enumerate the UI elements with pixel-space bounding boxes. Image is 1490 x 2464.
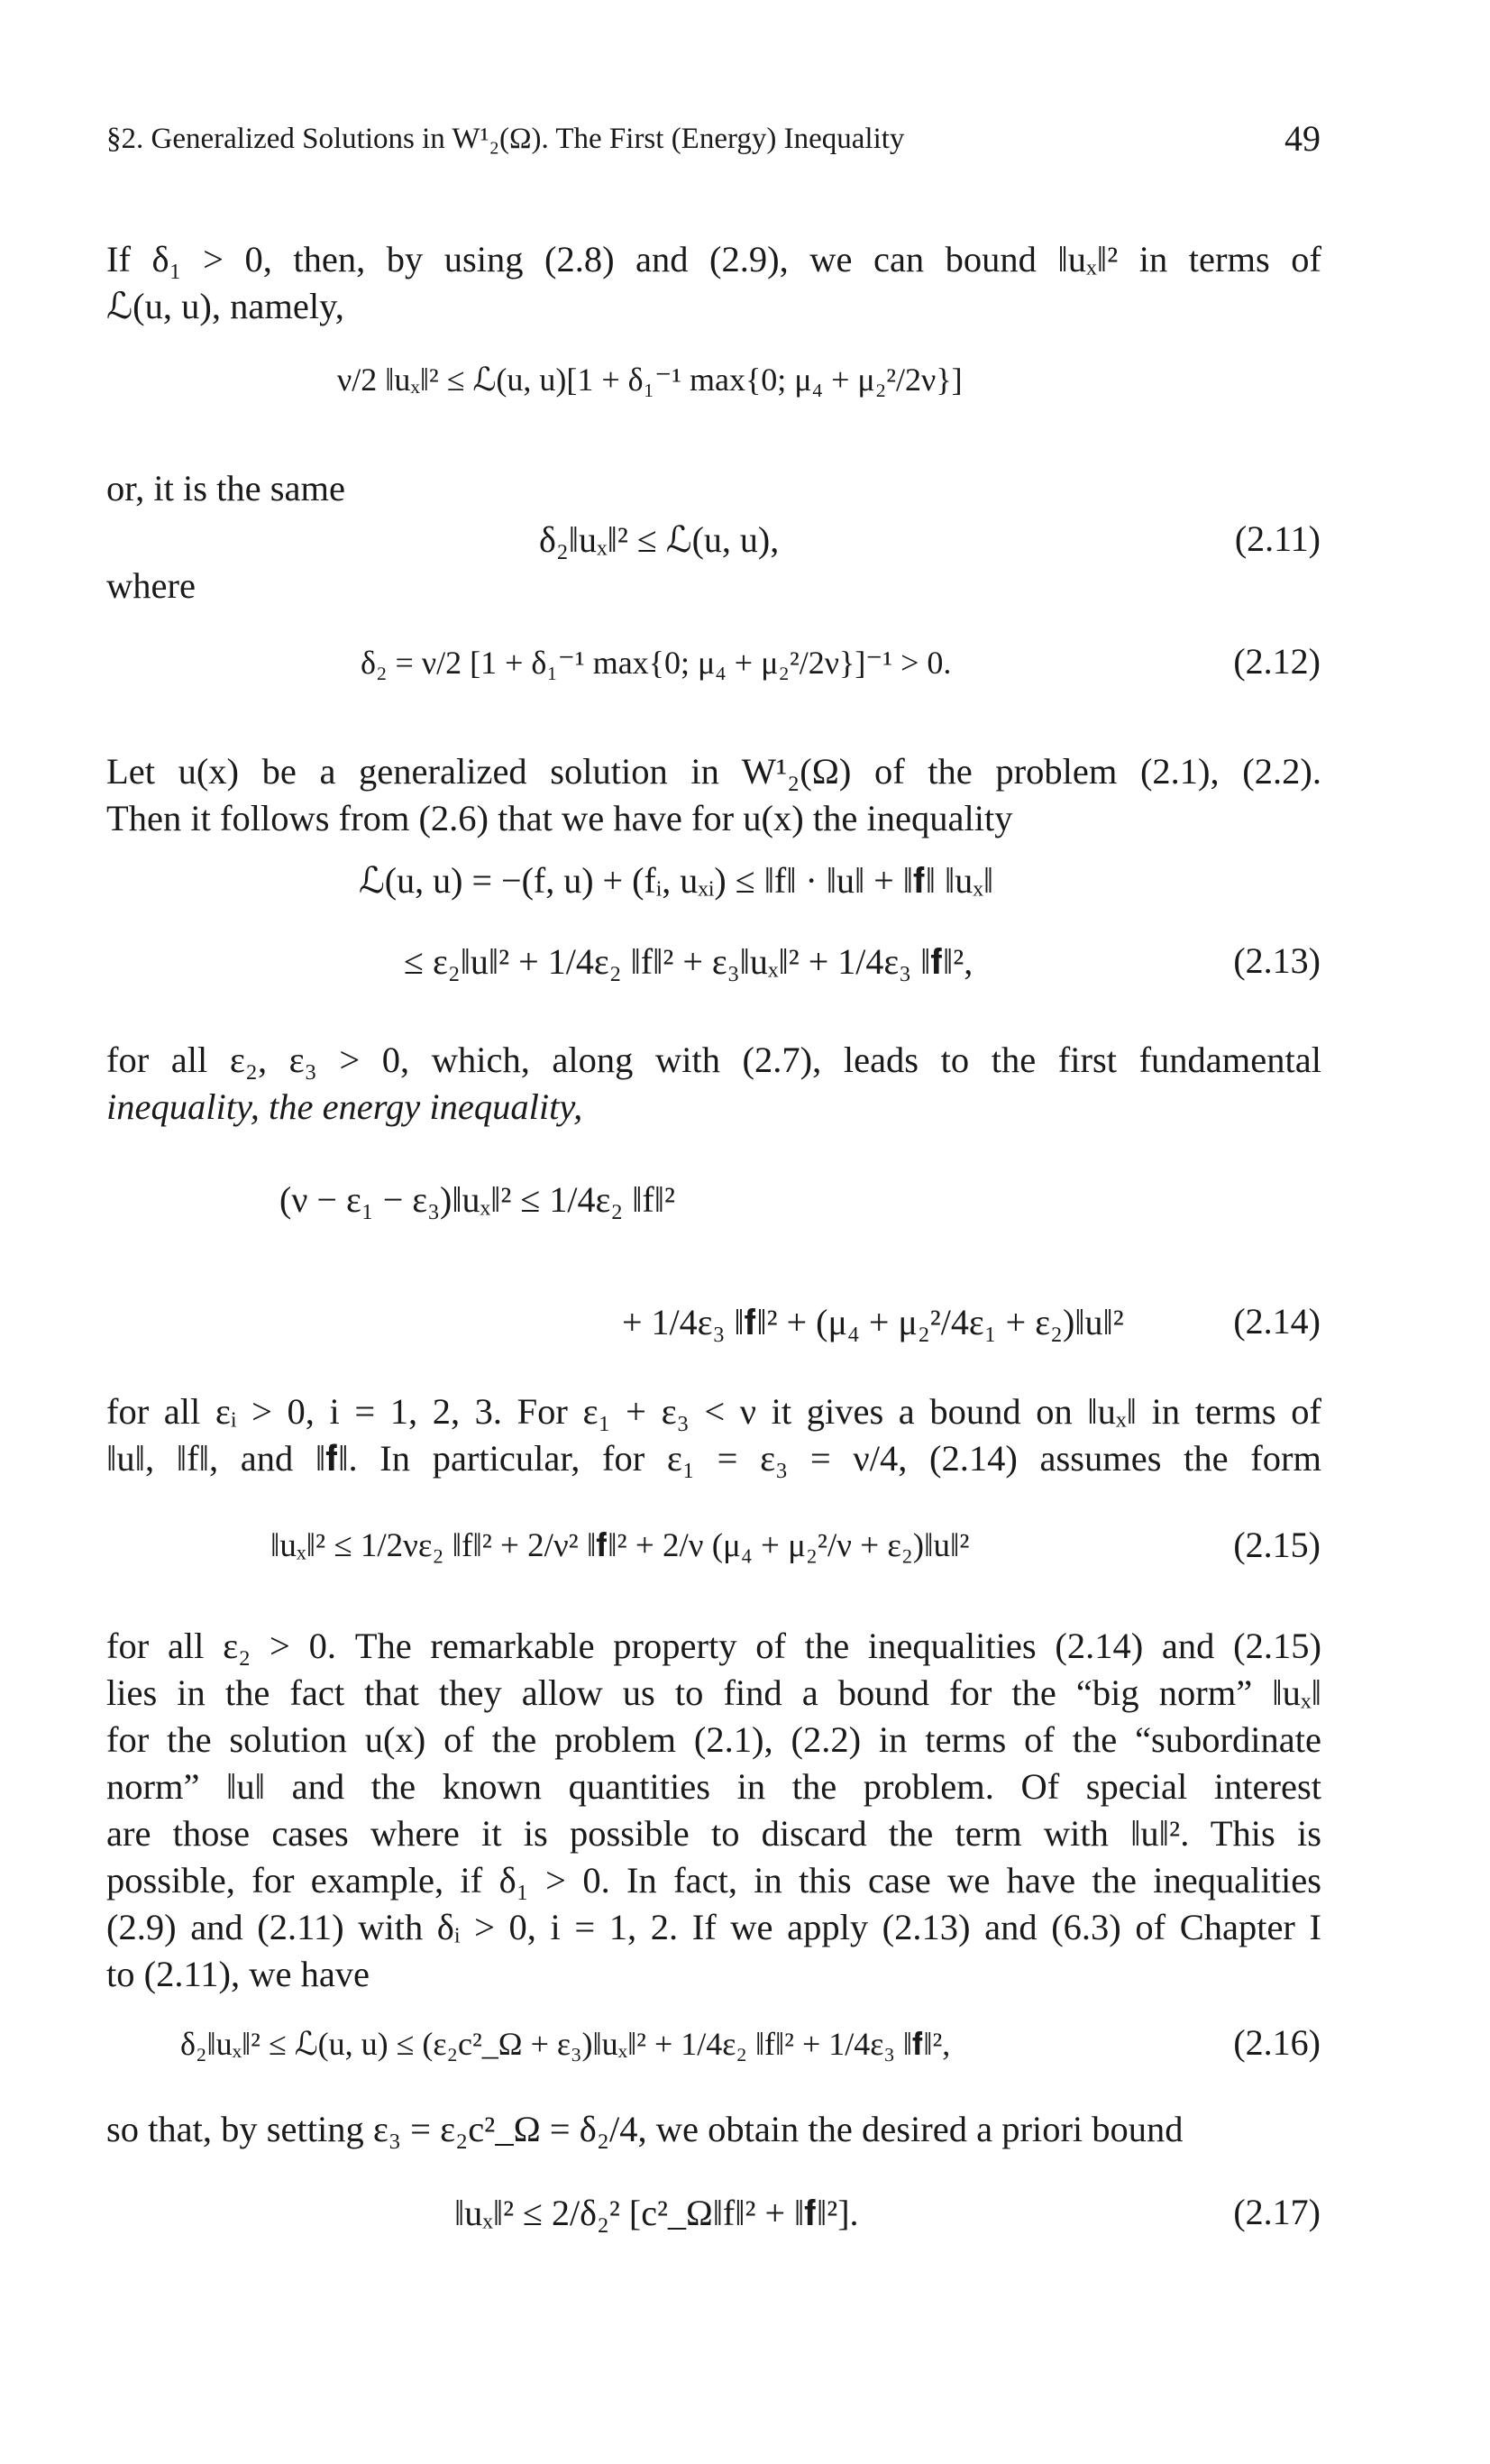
paragraph-1-line-1: If δ₁ > 0, then, by using (2.8) and (2.9), we can bound ‖uₓ‖² in terms of	[106, 239, 1321, 279]
equation-label-2-17: (2.17)	[1233, 2192, 1321, 2232]
equation-2-14-line-2: + 1/4ε₃ ‖𝐟‖² + (μ₄ + μ₂²/4ε₁ + ε₂)‖u‖²	[622, 1302, 1124, 1342]
page-number: 49	[1284, 118, 1321, 159]
paragraph-7-line-5: are those cases where it is possible to discard the term with ‖u‖². This is	[106, 1813, 1321, 1854]
paragraph-4-line-1: Let u(x) be a generalized solution in W¹₂(Ω) of the problem (2.1), (2.2).	[106, 751, 1321, 792]
paragraph-1-line-2: ℒ(u, u), namely,	[106, 286, 344, 326]
paragraph-7-line-6: possible, for example, if δ₁ > 0. In fact, in this case we have the inequalities	[106, 1860, 1321, 1901]
equation-label-2-14: (2.14)	[1233, 1301, 1321, 1342]
paragraph-3: where	[106, 565, 196, 606]
paragraph-7-line-1: for all ε₂ > 0. The remarkable property of the inequalities (2.14) and (2.15)	[106, 1626, 1321, 1666]
equation-2-13-line-2: ≤ ε₂‖u‖² + 1/4ε₂ ‖f‖² + ε₃‖uₓ‖² + 1/4ε₃ ‖𝐟‖²,	[404, 941, 974, 982]
paragraph-7-line-7: (2.9) and (2.11) with δᵢ > 0, i = 1, 2. If we apply (2.13) and (6.3) of Chapter I	[106, 1907, 1321, 1947]
equation-label-2-16: (2.16)	[1233, 2022, 1321, 2063]
equation-2-17: ‖uₓ‖² ≤ 2/δ₂² [c²_Ω‖f‖² + ‖𝐟‖²].	[454, 2193, 859, 2233]
equation-2-11: δ₂‖uₓ‖² ≤ ℒ(u, u),	[539, 519, 780, 560]
equation-2-16: δ₂‖uₓ‖² ≤ ℒ(u, u) ≤ (ε₂c²_Ω + ε₃)‖uₓ‖² + 1/4ε₂ ‖f‖² + 1/4ε₃ ‖𝐟‖²,	[180, 2026, 951, 2062]
paragraph-7-line-8: to (2.11), we have	[106, 1954, 370, 1994]
equation-label-2-13: (2.13)	[1233, 940, 1321, 981]
paragraph-7-line-2: lies in the fact that they allow us to find a bound for the “big norm” ‖uₓ‖	[106, 1672, 1321, 1713]
equation-2-14-line-1: (ν − ε₁ − ε₃)‖uₓ‖² ≤ 1/4ε₂ ‖f‖²	[279, 1179, 675, 1220]
equation-2-12: δ₂ = ν/2 [1 + δ₁⁻¹ max{0; μ₄ + μ₂²/2ν}]⁻¹ > 0.	[361, 645, 952, 681]
paragraph-4-line-2: Then it follows from (2.6) that we have for u(x) the inequality	[106, 798, 1013, 838]
paragraph-6-line-1: for all εᵢ > 0, i = 1, 2, 3. For ε₁ + ε₃ < ν it gives a bound on ‖uₓ‖ in terms of	[106, 1391, 1321, 1432]
paragraph-2: or, it is the same	[106, 468, 345, 508]
equation-unnumbered-bound: ν/2 ‖uₓ‖² ≤ ℒ(u, u)[1 + δ₁⁻¹ max{0; μ₄ + μ₂²/2ν}]	[337, 362, 963, 398]
paragraph-5-line-2: inequality, the energy inequality,	[106, 1086, 583, 1127]
paragraph-5-line-1: for all ε₂, ε₃ > 0, which, along with (2.7), leads to the first fundamental	[106, 1040, 1321, 1080]
equation-label-2-15: (2.15)	[1233, 1525, 1321, 1565]
paragraph-8: so that, by setting ε₃ = ε₂c²_Ω = δ₂/4, we obtain the desired a priori bound	[106, 2109, 1184, 2149]
equation-label-2-12: (2.12)	[1233, 641, 1321, 682]
equation-label-2-11: (2.11)	[1234, 518, 1321, 559]
paragraph-7-line-3: for the solution u(x) of the problem (2.1), (2.2) in terms of the “subordinate	[106, 1719, 1321, 1760]
paragraph-7-line-4: norm” ‖u‖ and the known quantities in the problem. Of special interest	[106, 1766, 1321, 1807]
paragraph-6-line-2: ‖u‖, ‖f‖, and ‖𝐟‖. In particular, for ε₁ = ε₃ = ν/4, (2.14) assumes the form	[106, 1438, 1321, 1479]
equation-2-13-line-1: ℒ(u, u) = −(f, u) + (fᵢ, uₓᵢ) ≤ ‖f‖ · ‖u‖ + ‖𝐟‖ ‖uₓ‖	[359, 860, 994, 901]
running-header: §2. Generalized Solutions in W¹₂(Ω). The First (Energy) Inequality	[106, 123, 905, 155]
equation-2-15: ‖uₓ‖² ≤ 1/2νε₂ ‖f‖² + 2/ν² ‖𝐟‖² + 2/ν (μ₄ + μ₂²/ν + ε₂)‖u‖²	[270, 1527, 970, 1564]
